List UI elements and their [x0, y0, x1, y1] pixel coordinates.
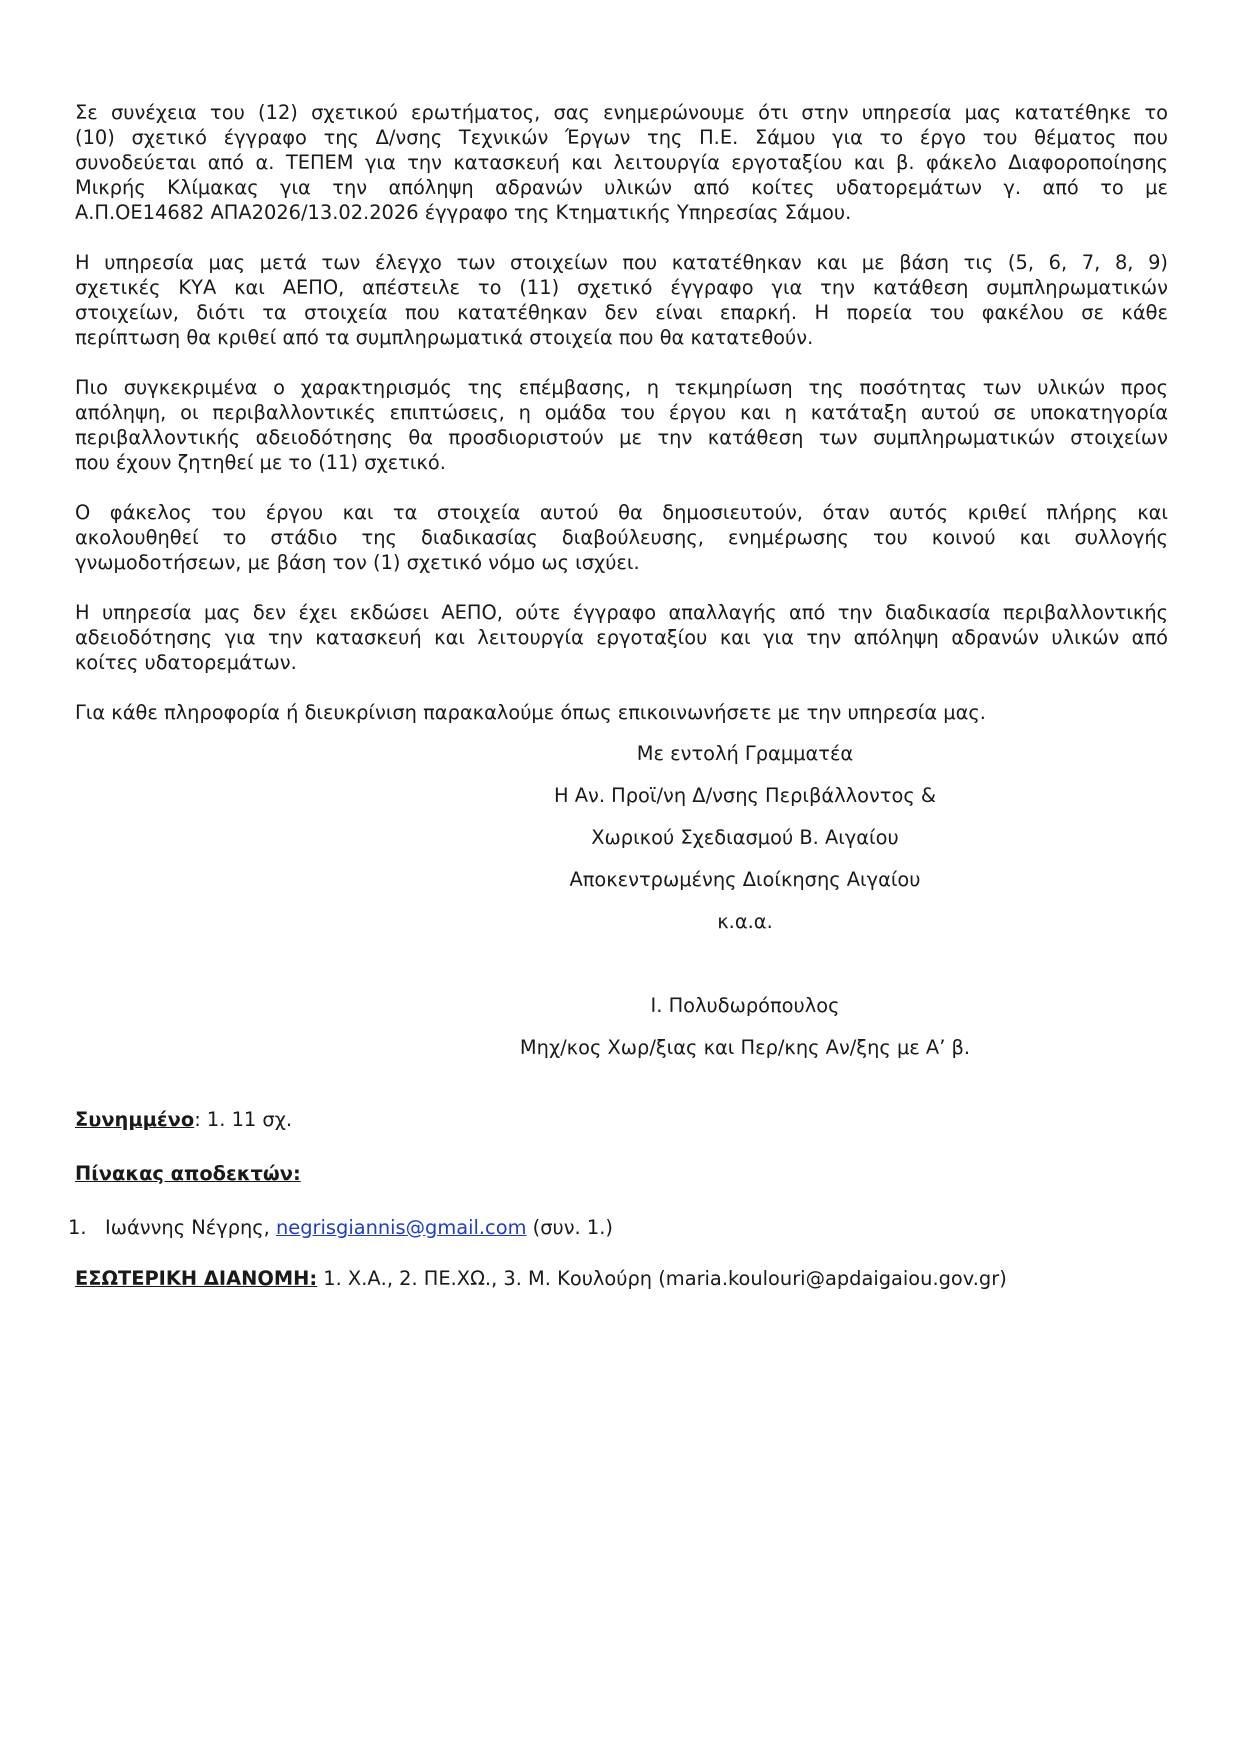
- recipients-heading: [75, 1161, 1168, 1186]
- paragraph-line: κοίτες υδατορεμάτων.: [75, 651, 297, 674]
- recipient-number: 1.: [68, 1216, 87, 1239]
- paragraph-line: σχετικές ΚΥΑ και ΑΕΠΟ, απέστειλε το (11) σχετικό έγγραφο για την κατάθεση συμπληρωματικών: [75, 276, 1168, 299]
- paragraph-line: Σε συνέχεια του (12) σχετικού ερωτήματος, σας ενημερώνουμε ότι στην υπηρεσία μας κατατέθηκε το: [75, 101, 1168, 124]
- paragraph-line: περίπτωση θα κριθεί από τα συμπληρωματικά στοιχεία που θα κατατεθούν.: [75, 326, 814, 349]
- recipient-name: Ιωάννης Νέγρης,: [105, 1216, 277, 1239]
- attachment-label: Συνημμένο: [75, 1108, 195, 1131]
- paragraph-line: Για κάθε πληροφορία ή διευκρίνιση παρακαλούμε όπως επικοινωνήσετε με την υπηρεσία μας.: [75, 701, 986, 724]
- signature-block: [465, 733, 1025, 1069]
- recipients-heading-text: Πίνακας αποδεκτών:: [75, 1162, 301, 1185]
- internal-distribution: [75, 1266, 1168, 1291]
- signature-position: Η Αν. Προϊ/νη Δ/νσης Περιβάλλοντος &: [554, 784, 936, 807]
- attachment-value: : 1. 11 σχ.: [194, 1108, 293, 1131]
- internal-distribution-label: ΕΣΩΤΕΡΙΚΗ ΔΙΑΝΟΜΗ:: [75, 1267, 318, 1290]
- recipient-list: [68, 1215, 1168, 1240]
- signature-department: Χωρικού Σχεδιασμού Β. Αιγαίου: [591, 826, 899, 849]
- paragraph-line: Μικρής Κλίμακας για την απόληψη αδρανών υλικών από κοίτες υδατορεμάτων γ. από το με: [75, 176, 1168, 199]
- paragraph-3: [75, 375, 1168, 475]
- signatory-name: Ι. Πολυδωρόπουλος: [650, 994, 840, 1017]
- paragraph-line: απόληψη, οι περιβαλλοντικές επιπτώσεις, η ομάδα του έργου και η κατάταξη αυτού σε υποκατηγορία: [75, 401, 1168, 424]
- paragraph-line: αδειοδότησης για την κατασκευή και λειτουργία εργοταξίου και για την απόληψη αδρανών υλικών από: [75, 626, 1168, 649]
- paragraph-line: Ο φάκελος του έργου και τα στοιχεία αυτού θα δημοσιευτούν, όταν αυτός κριθεί πλήρης και: [75, 501, 1168, 524]
- paragraph-5: [75, 600, 1168, 675]
- paragraph-line: Πιο συγκεκριμένα ο χαρακτηρισμός της επέμβασης, η τεκμηρίωση της ποσότητας των υλικών προς: [75, 376, 1168, 399]
- paragraph-line: στοιχείων, διότι τα στοιχεία που κατατέθηκαν δεν είναι επαρκή. Η πορεία του φακέλου σε κάθε: [75, 301, 1168, 324]
- paragraph-line: ακολουθηθεί το στάδιο της διαδικασίας διαβούλευσης, ενημέρωσης του κοινού και συλλογής: [75, 526, 1168, 549]
- recipient-item: [105, 1215, 613, 1240]
- recipient-email-link[interactable]: negrisgiannis@gmail.com: [276, 1216, 527, 1239]
- signature-organization: Αποκεντρωμένης Διοίκησης Αιγαίου: [569, 868, 921, 891]
- internal-distribution-value: 1. Χ.Α., 2. ΠΕ.ΧΩ., 3. Μ. Κουλούρη (maria.koulouri@apdaigaiou.gov.gr): [317, 1267, 1007, 1290]
- paragraph-line: περιβαλλοντικής αδειοδότησης θα προσδιοριστούν με την κατάθεση των συμπληρωματικών στοιχείων: [75, 426, 1168, 449]
- document-page: [68, 100, 1168, 1291]
- recipient-suffix: (συν. 1.): [526, 1216, 613, 1239]
- signatory-title: Μηχ/κος Χωρ/ξιας και Περ/κης Αν/ξης με Α’ β.: [519, 1036, 971, 1059]
- paragraph-line: που έχουν ζητηθεί με το (11) σχετικό.: [75, 451, 446, 474]
- paragraph-line: Η υπηρεσία μας μετά των έλεγχο των στοιχείων που κατατέθηκαν και με βάση τις (5, 6, 7, 8, 9): [75, 251, 1168, 274]
- signature-kaa: κ.α.α.: [717, 910, 773, 933]
- paragraph-line: συνοδεύεται από α. ΤΕΠΕΜ για την κατασκευή και λειτουργία εργοταξίου και β. φάκελο Διαφοροποίησης: [75, 151, 1168, 174]
- paragraph-1: [75, 100, 1168, 225]
- paragraph-line: γνωμοδοτήσεων, με βάση τον (1) σχετικό νόμο ως ισχύει.: [75, 551, 640, 574]
- paragraph-line: Α.Π.ΟΕ14682 ΑΠΑ2026/13.02.2026 έγγραφο της Κτηματικής Υπηρεσίας Σάμου.: [75, 201, 852, 224]
- paragraph-line: Η υπηρεσία μας δεν έχει εκδώσει ΑΕΠΟ, ούτε έγγραφο απαλλαγής από την διαδικασία περιβαλλοντικής: [75, 601, 1168, 624]
- signature-spacer: [465, 943, 1025, 985]
- signature-authority: Με εντολή Γραμματέα: [636, 742, 854, 765]
- paragraph-4: [75, 500, 1168, 575]
- paragraph-2: [75, 250, 1168, 350]
- paragraph-6: [75, 700, 1168, 725]
- paragraph-line: (10) σχετικό έγγραφο της Δ/νσης Τεχνικών Έργων της Π.Ε. Σάμου για το έργο του θέματος που: [75, 126, 1168, 149]
- attachment-line: [75, 1107, 1168, 1132]
